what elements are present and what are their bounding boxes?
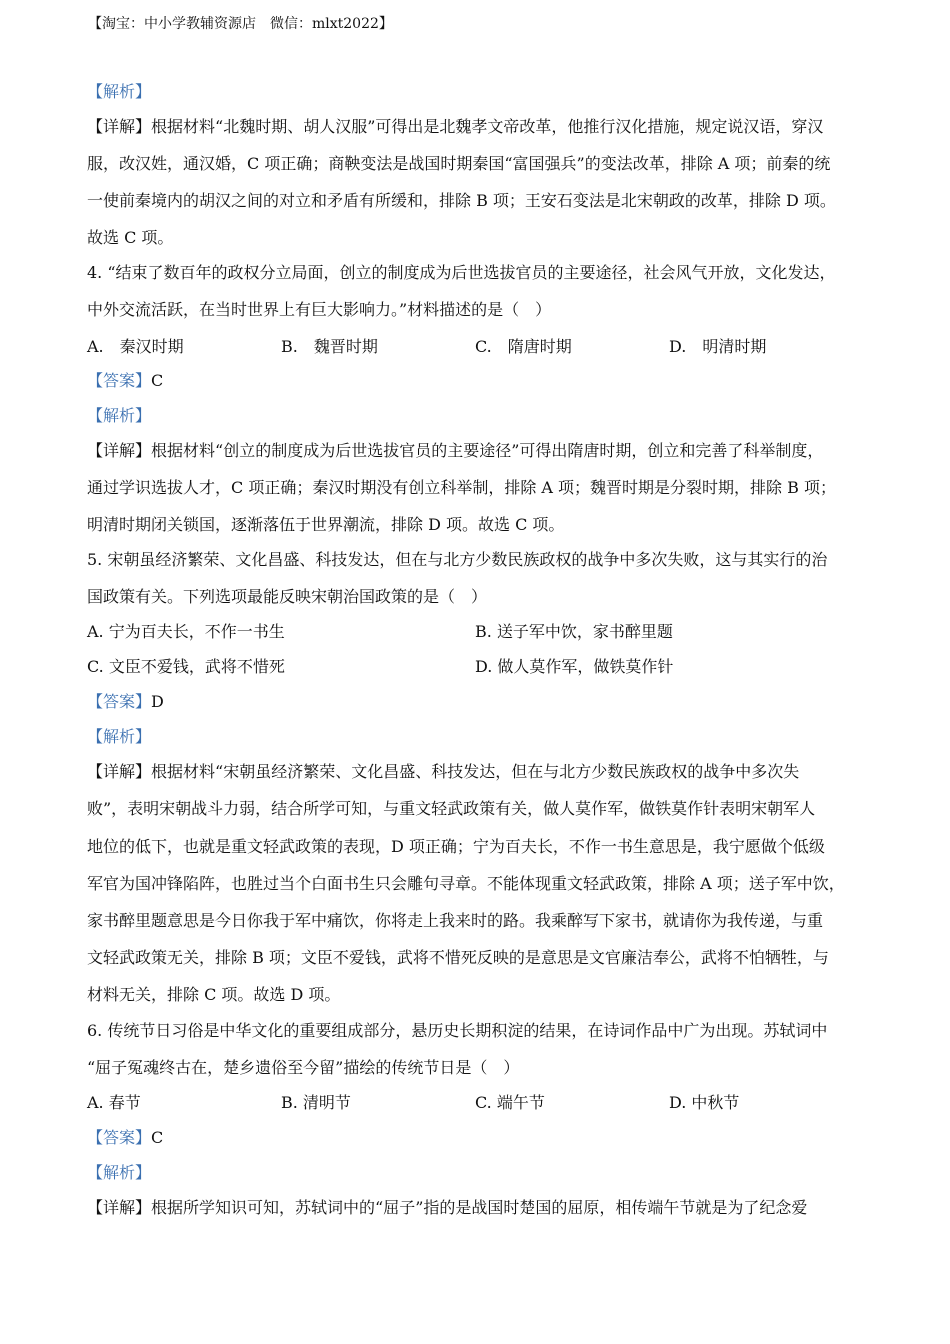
question-4-stem: 4. “结束了数百年的政权分立局面，创立的制度成为后世选拔官员的主要途径，社会风气开放，文化发达， (87, 263, 836, 282)
q4-option-c: C. 隋唐时期 (475, 337, 572, 356)
q6-option-b: B. 清明节 (281, 1093, 351, 1112)
answer-tag: 【答案】 (87, 371, 152, 390)
answer-tag: 【答案】 (87, 1128, 152, 1147)
detail-line: 故选 C 项。 (87, 228, 174, 247)
question-6-stem: “屈子冤魂终古在，楚乡遗俗至今留”描绘的传统节日是（ ） (87, 1058, 520, 1077)
detail-tag: 【详解】 (87, 1198, 152, 1217)
detail-line: 【详解】根据材料“宋朝虽经济繁荣、文化昌盛、科技发达，但在与北方少数民族政权的战争中多次失 (87, 762, 800, 781)
question-5-stem: 国政策有关。下列选项最能反映宋朝治国政策的是（ ） (87, 587, 488, 606)
q6-option-a: A. 春节 (87, 1093, 141, 1112)
analysis-tag: 【解析】 (87, 727, 152, 746)
detail-line: 家书醉里题意思是今日你我于军中痛饮，你将走上我来时的路。我乘醉写下家书，就请你为我传递，与重 (87, 911, 824, 930)
question-6-stem: 6. 传统节日习俗是中华文化的重要组成部分，悬历史长期积淀的结果，在诗词作品中广为出现。苏轼词中 (87, 1021, 828, 1040)
q6-option-c: C. 端午节 (475, 1093, 545, 1112)
question-4-stem: 中外交流活跃，在当时世界上有巨大影响力。”材料描述的是（ ） (87, 300, 552, 319)
detail-line: 军官为国冲锋陷阵，也胜过当个白面书生只会雕句寻章。不能体现重文轻武政策，排除 A 项；送子军中饮， (87, 874, 845, 893)
q4-option-a: A. 秦汉时期 (87, 337, 184, 356)
q6-answer: 【答案】C (87, 1128, 164, 1147)
q5-option-d: D. 做人莫作军，做铁莫作针 (475, 657, 674, 676)
detail-tag: 【详解】 (87, 117, 152, 136)
detail-line: 一使前秦境内的胡汉之间的对立和矛盾有所缓和，排除 B 项；王安石变法是北宋朝政的改革，排除 D 项。 (87, 191, 836, 210)
question-5-stem: 5. 宋朝虽经济繁荣、文化昌盛、科技发达，但在与北方少数民族政权的战争中多次失败，这与其实行的治 (87, 550, 828, 569)
q5-option-a: A. 宁为百夫长，不作一书生 (87, 622, 285, 641)
q6-option-d: D. 中秋节 (669, 1093, 740, 1112)
detail-line: 【详解】根据材料“创立的制度成为后世选拔官员的主要途径”可得出隋唐时期，创立和完善了科举制度， (87, 441, 824, 460)
q4-answer: 【答案】C (87, 371, 164, 390)
detail-line: 败”，表明宋朝战斗力弱，结合所学可知，与重文轻武政策有关，做人莫作军，做铁莫作针表明宋朝军人 (87, 799, 816, 818)
q4-option-b: B. 魏晋时期 (281, 337, 378, 356)
q5-option-b: B. 送子军中饮，家书醉里题 (475, 622, 673, 641)
detail-line: 材料无关，排除 C 项。故选 D 项。 (87, 985, 341, 1004)
q5-option-c: C. 文臣不爱钱，武将不惜死 (87, 657, 285, 676)
answer-tag: 【答案】 (87, 692, 152, 711)
page-header: 【淘宝：中小学教辅资源店 微信：mlxt2022】 (88, 16, 393, 32)
detail-line: 明清时期闭关锁国，逐渐落伍于世界潮流，排除 D 项。故选 C 项。 (87, 515, 565, 534)
analysis-tag: 【解析】 (87, 82, 152, 101)
analysis-tag: 【解析】 (87, 1163, 152, 1182)
detail-line: 文轻武政策无关，排除 B 项；文臣不爱钱，武将不惜死反映的是意思是文官廉洁奉公，武将不怕牺牲，与 (87, 948, 829, 967)
detail-line: 【详解】根据材料“北魏时期、胡人汉服”可得出是北魏孝文帝改革，他推行汉化措施，规定说汉语，穿汉 (87, 117, 824, 136)
detail-tag: 【详解】 (87, 762, 152, 781)
q4-option-d: D. 明清时期 (669, 337, 767, 356)
detail-line: 通过学识选拔人才，C 项正确；秦汉时期没有创立科举制，排除 A 项；魏晋时期是分裂时期，排除 B 项； (87, 478, 836, 497)
detail-line: 服，改汉姓，通汉婚，C 项正确；商鞅变法是战国时期秦国“富国强兵”的变法改革，排除 A 项；前秦的统 (87, 154, 831, 173)
detail-line: 【详解】根据所学知识可知，苏轼词中的“屈子”指的是战国时楚国的屈原，相传端午节就是为了纪念爱 (87, 1198, 808, 1217)
analysis-tag: 【解析】 (87, 406, 152, 425)
detail-tag: 【详解】 (87, 441, 152, 460)
detail-line: 地位的低下，也就是重文轻武政策的表现，D 项正确；宁为百夫长，不作一书生意思是，我宁愿做个低级 (87, 837, 825, 856)
q5-answer: 【答案】D (87, 692, 164, 711)
